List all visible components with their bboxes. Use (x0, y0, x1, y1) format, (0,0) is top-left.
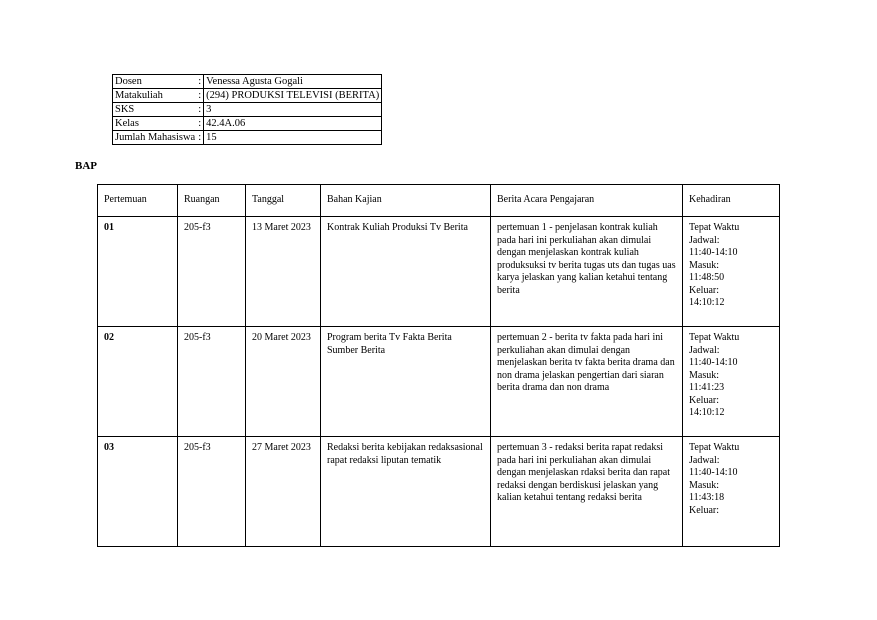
cell-kehadiran (683, 327, 780, 437)
info-separator: : (197, 131, 203, 145)
info-row-kelas (113, 117, 382, 131)
header-berita-acara: Berita Acara Pengajaran (491, 185, 683, 217)
info-label: Kelas (113, 117, 198, 131)
table-row (98, 437, 780, 547)
attendance-status: Tepat Waktu (689, 332, 740, 343)
info-label: Matakuliah (113, 89, 198, 103)
header-ruangan: Ruangan (178, 185, 246, 217)
attendance-status: Tepat Waktu (689, 442, 740, 453)
info-label: Dosen (113, 75, 198, 89)
attendance-keluar-label: Keluar: (689, 284, 719, 296)
attendance-masuk-label: Masuk: (689, 369, 719, 381)
attendance-keluar: 14:10:12 (689, 407, 725, 418)
header-pertemuan: Pertemuan (98, 185, 178, 217)
attendance-keluar: 14:10:12 (689, 297, 725, 308)
attendance-masuk: 11:43:18 (689, 492, 725, 503)
info-value: 42.4A.06 (204, 117, 382, 131)
info-row-jumlah-mahasiswa (113, 131, 382, 145)
cell-berita-acara: pertemuan 1 - penjelasan kontrak kuliah pada hari ini perkuliahan akan dimulai dengan menjelaskan kontrak kuliah produksuksi tv berita tugas uts dan tugas uas karya jelaskan yang kalian ketahui tentang berita (491, 217, 683, 327)
cell-tanggal: 20 Maret 2023 (246, 327, 321, 437)
info-row-dosen (113, 75, 382, 89)
info-value: (294) PRODUKSI TELEVISI (BERITA) (204, 89, 382, 103)
attendance-masuk-label: Masuk: (689, 479, 719, 491)
header-kehadiran: Kehadiran (683, 185, 780, 217)
attendance-masuk: 11:48:50 (689, 272, 725, 283)
attendance-masuk-label: Masuk: (689, 259, 719, 271)
cell-bahan-kajian: Program berita Tv Fakta Berita Sumber Berita (321, 327, 491, 437)
cell-pertemuan: 01 (98, 217, 178, 327)
attendance-masuk: 11:41:23 (689, 382, 725, 393)
info-separator: : (197, 117, 203, 131)
cell-bahan-kajian: Redaksi berita kebijakan redaksasional rapat redaksi liputan tematik (321, 437, 491, 547)
bap-header-row (98, 185, 780, 217)
cell-ruangan: 205-f3 (178, 217, 246, 327)
bap-table (97, 184, 780, 547)
cell-bahan-kajian: Kontrak Kuliah Produksi Tv Berita (321, 217, 491, 327)
course-info-table (112, 74, 382, 145)
attendance-jadwal-label: Jadwal: (689, 344, 720, 356)
table-row (98, 217, 780, 327)
info-label: Jumlah Mahasiswa (113, 131, 198, 145)
cell-berita-acara: pertemuan 2 - berita tv fakta pada hari ini perkuliahan akan dimulai dengan menjelaskan berita tv fakta berita drama dan non drama jelaskan pengertian dari siaran berita drama dan non drama (491, 327, 683, 437)
info-value: 3 (204, 103, 382, 117)
cell-berita-acara: pertemuan 3 - redaksi berita rapat redaksi pada hari ini perkuliahan akan dimulai dengan menjelaskan rdaksi berita dan rapat redaksi dengan berdiskusi jelaskan yang kalian ketahui tentang redaksi berita (491, 437, 683, 547)
header-tanggal: Tanggal (246, 185, 321, 217)
info-separator: : (197, 103, 203, 117)
cell-kehadiran (683, 437, 780, 547)
attendance-keluar-label: Keluar: (689, 394, 719, 406)
info-separator: : (197, 89, 203, 103)
cell-ruangan: 205-f3 (178, 327, 246, 437)
info-row-matakuliah (113, 89, 382, 103)
cell-pertemuan: 03 (98, 437, 178, 547)
info-label: SKS (113, 103, 198, 117)
cell-ruangan: 205-f3 (178, 437, 246, 547)
attendance-keluar-label: Keluar: (689, 504, 719, 516)
attendance-jadwal-label: Jadwal: (689, 234, 720, 246)
attendance-jadwal: 11:40-14:10 (689, 357, 738, 368)
cell-tanggal: 27 Maret 2023 (246, 437, 321, 547)
attendance-status: Tepat Waktu (689, 222, 740, 233)
info-value: Venessa Agusta Gogali (204, 75, 382, 89)
cell-pertemuan: 02 (98, 327, 178, 437)
attendance-jadwal: 11:40-14:10 (689, 247, 738, 258)
cell-tanggal: 13 Maret 2023 (246, 217, 321, 327)
attendance-jadwal-label: Jadwal: (689, 454, 720, 466)
info-value: 15 (204, 131, 382, 145)
attendance-jadwal: 11:40-14:10 (689, 467, 738, 478)
cell-kehadiran (683, 217, 780, 327)
info-row-sks (113, 103, 382, 117)
info-separator: : (197, 75, 203, 89)
header-bahan-kajian: Bahan Kajian (321, 185, 491, 217)
bap-title: BAP (75, 160, 97, 172)
table-row (98, 327, 780, 437)
